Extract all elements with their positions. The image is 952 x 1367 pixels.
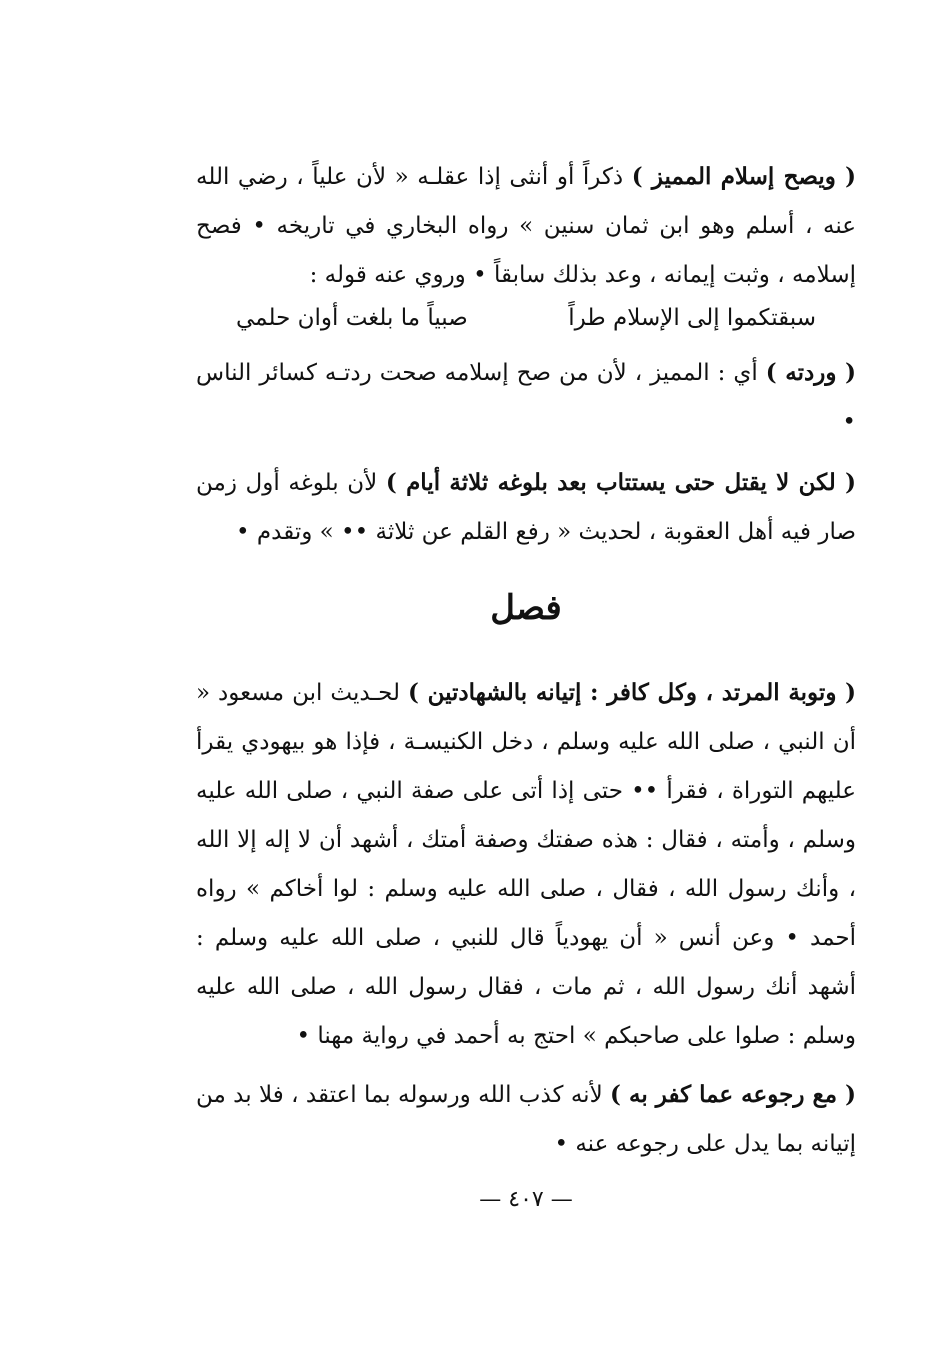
paragraph-5 (196, 1070, 856, 1169)
paragraph-2-text: أي : المميز ، لأن من صح إسلامه صحت ردتـه كسائر الناس • (196, 360, 856, 435)
page-body (196, 140, 856, 1320)
paragraph-2 (196, 348, 856, 447)
poetry-verse (236, 298, 816, 338)
verse-hemistich-1: سبقتكموا إلى الإسلام طراً (568, 305, 816, 331)
section-heading: فصل (490, 588, 562, 628)
paragraph-3-text: لأن بلوغه أول زمن صار فيه أهل العقوبة ، لحديث « رفع القلم عن ثلاثة •• » وتقدم • (196, 470, 856, 545)
page-number: — ٤٠٧ — (479, 1187, 573, 1212)
paragraph-4-bold-lead: ( وتوبة المرتد ، وكل كافر : إتيانه بالشهادتين ) (408, 679, 857, 706)
paragraph-3 (196, 458, 856, 557)
paragraph-1 (196, 152, 856, 300)
paragraph-5-text: لأنه كذب الله ورسوله بما اعتقد ، فلا بد من إتيانه بما يدل على رجوعه عنه • (196, 1082, 856, 1157)
verse-hemistich-2: صبياً ما بلغت أوان حلمي (236, 305, 468, 331)
paragraph-2-bold-lead: ( وردته ) (765, 359, 856, 386)
paragraph-4-text: لحـديث ابن مسعود « أن النبي ، صلى الله عليه وسلم ، دخل الكنيسـة ، فإذا هو بيهودي يقرأ عليهم التوراة ، فقرأ •• حتى إذا أتى على صفة النبي ، صلى الله عليه وسلم ، وأمته ، فقال : هذه صفتك وصفة أمتك ، أشهد أن لا إله إلا الله ، وأنك رسول الله ، فقال ، صلى الله عليه وسلم : لوا أخاكم » رواه أحمد • وعن أنس « أن يهودياً قال للنبي ، صلى الله عليه وسلم : أشهد أنك رسول الله ، ثم مات ، فقال رسول الله ، صلى الله عليه وسلم : صلوا على صاحبكم » احتج به أحمد في رواية مهنا • (196, 680, 856, 1049)
paragraph-4 (196, 668, 856, 1061)
paragraph-3-bold-lead: ( لكن لا يقتل حتى يستتاب بعد بلوغه ثلاثة أيام ) (385, 469, 856, 496)
paragraph-1-bold-lead: ( ويصح إسلام المميز ) (631, 163, 856, 190)
paragraph-5-bold-lead: ( مع رجوعه عما كفر به ) (610, 1081, 856, 1108)
paragraph-1-text: ذكراً أو أنثى إذا عقلـه « لأن علياً ، رضي الله عنه ، أسلم وهو ابن ثمان سنين » رواه البخاري في تاريخه • فصح إسلامه ، وثبت إيمانه ، وعد بذلك سابقاً • وروي عنه قوله : (196, 164, 856, 288)
